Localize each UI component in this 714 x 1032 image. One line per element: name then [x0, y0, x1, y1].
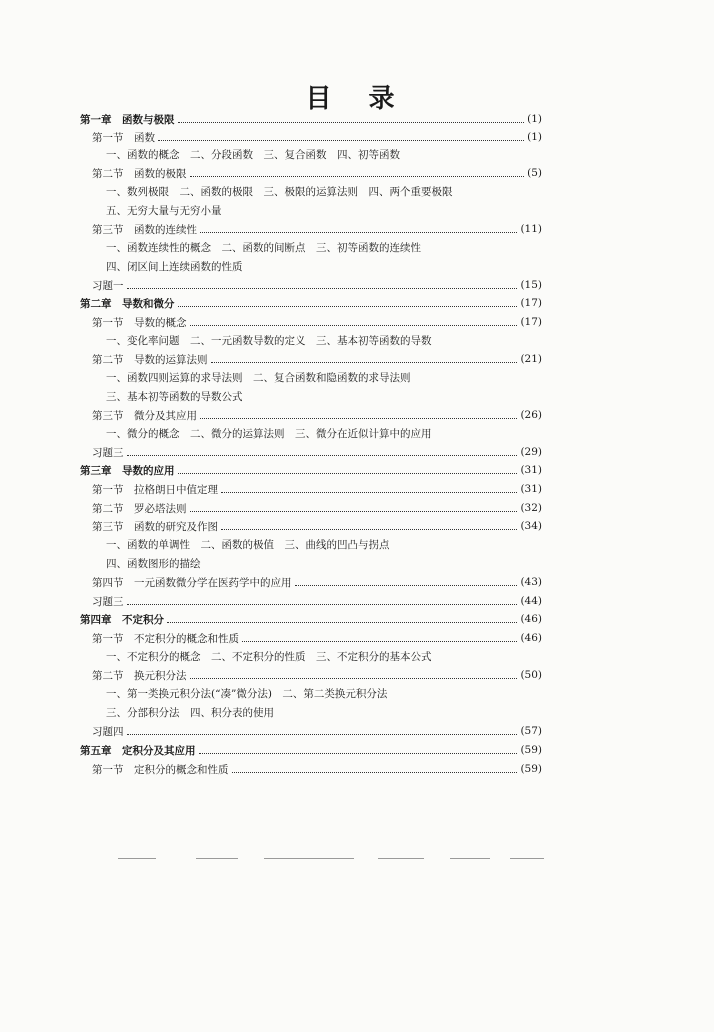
- toc-label: 第四节 一元函数微分学在医药学中的应用: [92, 576, 292, 589]
- leader-dots: [211, 362, 518, 363]
- toc-chapter-1: [80, 110, 542, 128]
- toc-chapter-2: [80, 294, 542, 312]
- leader-dots: [190, 511, 518, 512]
- toc-page-number: (17): [520, 316, 542, 328]
- toc-page-number: (29): [520, 446, 542, 458]
- leader-dots: [199, 753, 518, 754]
- toc-page-number: (57): [520, 725, 542, 737]
- toc-topics: 一、第一类换元积分法(“凑”微分法) 二、第二类换元积分法: [106, 688, 388, 700]
- scan-mark: [264, 858, 354, 859]
- toc-exercise: [92, 276, 542, 294]
- toc-chapter-5: [80, 741, 542, 759]
- toc-label: 第一节 拉格朗日中值定理: [92, 483, 218, 496]
- leader-dots: [127, 288, 518, 289]
- toc-label: 第二章 导数和微分: [80, 297, 175, 310]
- toc-topics: 一、微分的概念 二、微分的运算法则 三、微分在近似计算中的应用: [106, 428, 432, 440]
- toc-topics: 一、数列极限 二、函数的极限 三、极限的运算法则 四、两个重要极限: [106, 186, 453, 198]
- leader-dots: [158, 140, 524, 141]
- leader-dots: [190, 325, 518, 326]
- toc-topics: 三、分部积分法 四、积分表的使用: [106, 707, 274, 719]
- toc-page-number: (43): [520, 576, 542, 588]
- toc-label: 第一节 函数: [92, 131, 155, 144]
- toc-page-number: (5): [527, 167, 542, 179]
- leader-dots: [127, 604, 518, 605]
- toc-page-number: (32): [520, 502, 542, 514]
- toc-label: 第一节 导数的概念: [92, 316, 187, 329]
- toc-topics: 一、函数连续性的概念 二、函数的间断点 三、初等函数的连续性: [106, 242, 421, 254]
- toc-label: 第二节 函数的极限: [92, 167, 187, 180]
- toc-exercise: [92, 722, 542, 740]
- toc-page-number: (21): [520, 353, 542, 365]
- leader-dots: [221, 529, 517, 530]
- page-title: 目 录: [305, 84, 409, 114]
- leader-dots: [178, 122, 525, 123]
- toc-page-number: (26): [520, 409, 542, 421]
- toc-label: 习题三: [92, 595, 124, 608]
- toc-topics: 三、基本初等函数的导数公式: [106, 391, 243, 403]
- toc-label: 第二节 换元积分法: [92, 669, 187, 682]
- leader-dots: [190, 176, 525, 177]
- toc-chapter-4: [80, 610, 542, 628]
- toc-label: 第一节 不定积分的概念和性质: [92, 632, 239, 645]
- toc-exercise: [92, 443, 542, 461]
- toc-page-number: (46): [520, 613, 542, 625]
- toc-page-number: (59): [520, 763, 542, 775]
- toc-page-number: (50): [520, 669, 542, 681]
- toc-label: 习题四: [92, 725, 124, 738]
- toc-label: 第三节 函数的研究及作图: [92, 520, 218, 533]
- toc-topics: 四、函数图形的描绘: [106, 558, 201, 570]
- scan-mark: [378, 858, 424, 859]
- toc-section: [92, 164, 542, 182]
- toc-exercise: [92, 592, 542, 610]
- leader-dots: [221, 492, 517, 493]
- toc-section: [92, 499, 542, 517]
- toc-label: 习题三: [92, 446, 124, 459]
- leader-dots: [167, 622, 517, 623]
- toc-section: [92, 666, 542, 684]
- toc-label: 第三节 函数的连续性: [92, 223, 197, 236]
- toc-section: [92, 517, 542, 535]
- toc-section: [92, 128, 542, 146]
- leader-dots: [200, 232, 517, 233]
- toc-label: 第五章 定积分及其应用: [80, 744, 196, 757]
- toc-page-number: (17): [520, 297, 542, 309]
- toc-label: 第二节 罗必塔法则: [92, 502, 187, 515]
- toc-section: [92, 629, 542, 647]
- toc-section: [92, 406, 542, 424]
- leader-dots: [190, 678, 518, 679]
- toc-page-number: (1): [527, 113, 542, 125]
- toc-topics: 一、函数的单调性 二、函数的极值 三、曲线的凹凸与拐点: [106, 539, 390, 551]
- toc-page-number: (31): [520, 464, 542, 476]
- toc-page-number: (31): [520, 483, 542, 495]
- toc-label: 第一节 定积分的概念和性质: [92, 763, 229, 776]
- scan-mark: [118, 858, 156, 859]
- toc-section: [92, 220, 542, 238]
- leader-dots: [242, 641, 517, 642]
- toc-chapter-3: [80, 461, 542, 479]
- toc-section: [92, 760, 542, 778]
- toc-topics: 一、函数四则运算的求导法则 二、复合函数和隐函数的求导法则: [106, 372, 411, 384]
- toc-topics: 一、变化率问题 二、一元函数导数的定义 三、基本初等函数的导数: [106, 335, 432, 347]
- scan-mark: [196, 858, 238, 859]
- toc-page-number: (59): [520, 744, 542, 756]
- toc-section: [92, 313, 542, 331]
- toc-label: 第三节 微分及其应用: [92, 409, 197, 422]
- scan-mark: [450, 858, 490, 859]
- toc-page-number: (46): [520, 632, 542, 644]
- leader-dots: [127, 455, 518, 456]
- toc-topics: 一、不定积分的概念 二、不定积分的性质 三、不定积分的基本公式: [106, 651, 432, 663]
- leader-dots: [232, 772, 518, 773]
- leader-dots: [178, 473, 518, 474]
- toc-label: 第四章 不定积分: [80, 613, 164, 626]
- toc-section: [92, 350, 542, 368]
- toc-topics: 一、函数的概念 二、分段函数 三、复合函数 四、初等函数: [106, 149, 400, 161]
- toc-topics: 五、无穷大量与无穷小量: [106, 205, 222, 217]
- toc-topics: 四、闭区间上连续函数的性质: [106, 261, 243, 273]
- leader-dots: [200, 418, 517, 419]
- toc-section: [92, 573, 542, 591]
- leader-dots: [295, 585, 518, 586]
- toc-section: [92, 480, 542, 498]
- toc-label: 第二节 导数的运算法则: [92, 353, 208, 366]
- scan-mark: [510, 858, 544, 859]
- toc-page-number: (11): [520, 223, 542, 235]
- toc-page-number: (44): [520, 595, 542, 607]
- leader-dots: [127, 734, 518, 735]
- toc-page-number: (1): [527, 131, 542, 143]
- toc-page-number: (15): [520, 279, 542, 291]
- toc-label: 习题一: [92, 279, 124, 292]
- toc-label: 第三章 导数的应用: [80, 464, 175, 477]
- leader-dots: [178, 306, 518, 307]
- toc-page-number: (34): [520, 520, 542, 532]
- toc-label: 第一章 函数与极限: [80, 113, 175, 126]
